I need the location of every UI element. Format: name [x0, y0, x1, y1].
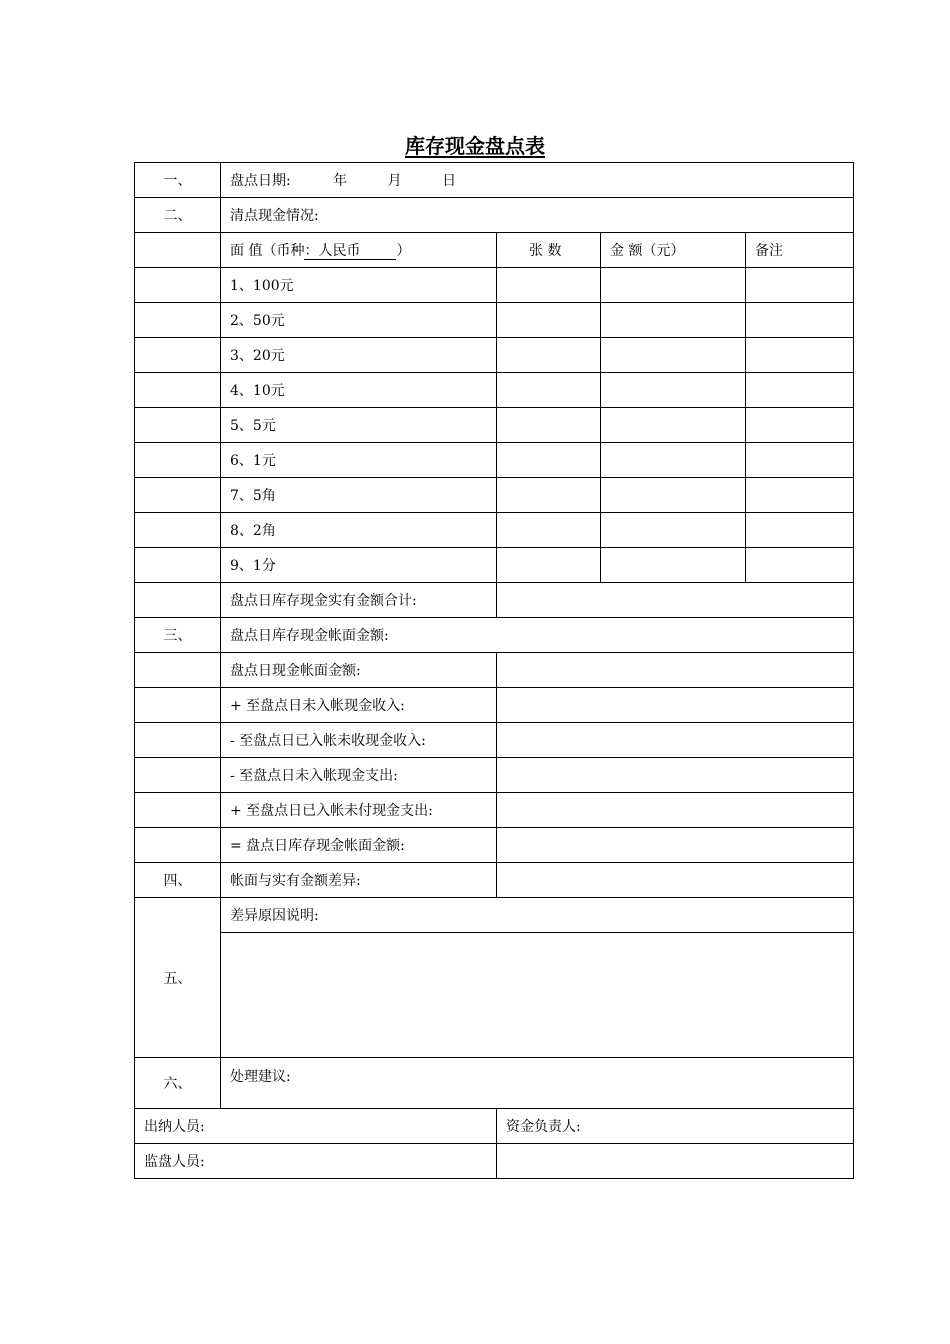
row-book-item: [135, 793, 854, 828]
note-cell[interactable]: [746, 478, 854, 513]
row-book-item: [135, 758, 854, 793]
row-cash: [135, 198, 854, 233]
section-num: 三、: [135, 618, 221, 653]
row-sign-1: [135, 1109, 854, 1144]
section-num: 一、: [135, 163, 221, 198]
amount-cell[interactable]: [601, 443, 746, 478]
cash-label: 清点现金情况:: [221, 198, 854, 233]
year-label: 年: [333, 173, 348, 189]
book-item-label: + 至盘点日已入帐未付现金支出:: [221, 793, 497, 828]
row-date: [135, 163, 854, 198]
denomination-label: 9、1分: [221, 548, 497, 583]
empty-cell: [135, 233, 221, 268]
book-item-value[interactable]: [497, 828, 854, 863]
row-denomination: [135, 548, 854, 583]
section-num: 五、: [135, 898, 221, 1058]
row-denomination: [135, 373, 854, 408]
denomination-label: 4、10元: [221, 373, 497, 408]
row-denomination: [135, 338, 854, 373]
day-label: 日: [442, 173, 457, 189]
amount-header: 金 额（元）: [601, 233, 746, 268]
row-denomination: [135, 513, 854, 548]
diff-label: 帐面与实有金额差异:: [221, 863, 497, 898]
count-cell[interactable]: [497, 478, 601, 513]
book-item-value[interactable]: [497, 653, 854, 688]
row-book-item: [135, 653, 854, 688]
row-denomination: [135, 478, 854, 513]
book-item-value[interactable]: [497, 793, 854, 828]
row-reason-body: [135, 933, 854, 1058]
row-denomination: [135, 443, 854, 478]
amount-cell[interactable]: [601, 513, 746, 548]
row-book-item: [135, 828, 854, 863]
row-book-item: [135, 723, 854, 758]
row-suggest: [135, 1058, 854, 1109]
denomination-label: 3、20元: [221, 338, 497, 373]
count-cell[interactable]: [497, 303, 601, 338]
count-cell[interactable]: [497, 443, 601, 478]
note-cell[interactable]: [746, 268, 854, 303]
empty-cell[interactable]: [497, 1144, 854, 1179]
book-item-label: 盘点日现金帐面金额:: [221, 653, 497, 688]
book-item-label: + 至盘点日未入帐现金收入:: [221, 688, 497, 723]
section-num: 四、: [135, 863, 221, 898]
book-item-value[interactable]: [497, 688, 854, 723]
reason-textarea[interactable]: [221, 933, 854, 1058]
note-cell[interactable]: [746, 303, 854, 338]
book-item-value[interactable]: [497, 723, 854, 758]
amount-cell[interactable]: [601, 408, 746, 443]
book-item-label: = 盘点日库存现金帐面金额:: [221, 828, 497, 863]
actual-total-label: 盘点日库存现金实有金额合计:: [221, 583, 497, 618]
diff-value[interactable]: [497, 863, 854, 898]
fund-manager-field[interactable]: 资金负责人:: [497, 1109, 854, 1144]
note-cell[interactable]: [746, 373, 854, 408]
note-header: 备注: [746, 233, 854, 268]
denomination-label: 6、1元: [221, 443, 497, 478]
book-item-value[interactable]: [497, 758, 854, 793]
denomination-label: 2、50元: [221, 303, 497, 338]
row-denomination: [135, 268, 854, 303]
count-cell[interactable]: [497, 338, 601, 373]
page-title: 库存现金盘点表: [405, 134, 545, 158]
currency-field[interactable]: ：人民币: [304, 243, 396, 260]
count-cell[interactable]: [497, 268, 601, 303]
amount-cell[interactable]: [601, 548, 746, 583]
row-book: [135, 618, 854, 653]
amount-cell[interactable]: [601, 338, 746, 373]
count-cell[interactable]: [497, 548, 601, 583]
cash-count-table: [134, 162, 854, 1179]
note-cell[interactable]: [746, 548, 854, 583]
section-num: 六、: [135, 1058, 221, 1109]
row-book-item: [135, 688, 854, 723]
book-item-label: - 至盘点日未入帐现金支出:: [221, 758, 497, 793]
note-cell[interactable]: [746, 338, 854, 373]
count-cell[interactable]: [497, 373, 601, 408]
row-header: [135, 233, 854, 268]
month-label: 月: [387, 173, 402, 189]
denomination-label: 5、5元: [221, 408, 497, 443]
reason-label: 差异原因说明:: [221, 898, 854, 933]
denomination-header: 面 值（币种：人民币 ）: [221, 233, 497, 268]
row-sign-2: [135, 1144, 854, 1179]
row-reason: [135, 898, 854, 933]
row-denomination: [135, 408, 854, 443]
count-cell[interactable]: [497, 513, 601, 548]
denomination-label: 8、2角: [221, 513, 497, 548]
amount-cell[interactable]: [601, 268, 746, 303]
denomination-label: 1、100元: [221, 268, 497, 303]
note-cell[interactable]: [746, 408, 854, 443]
denomination-label: 7、5角: [221, 478, 497, 513]
row-diff: [135, 863, 854, 898]
supervisor-field[interactable]: 监盘人员:: [135, 1144, 497, 1179]
date-field[interactable]: [221, 163, 854, 198]
row-actual-total: [135, 583, 854, 618]
book-item-label: - 至盘点日已入帐未收现金收入:: [221, 723, 497, 758]
count-cell[interactable]: [497, 408, 601, 443]
amount-cell[interactable]: [601, 373, 746, 408]
amount-cell[interactable]: [601, 478, 746, 513]
suggest-field[interactable]: 处理建议:: [221, 1058, 854, 1109]
section-num: 二、: [135, 198, 221, 233]
actual-total-value[interactable]: [497, 583, 854, 618]
cashier-field[interactable]: 出纳人员:: [135, 1109, 497, 1144]
book-label: 盘点日库存现金帐面金额:: [221, 618, 854, 653]
count-header: 张 数: [497, 233, 601, 268]
row-denomination: [135, 303, 854, 338]
note-cell[interactable]: [746, 513, 854, 548]
note-cell[interactable]: [746, 443, 854, 478]
amount-cell[interactable]: [601, 303, 746, 338]
date-label: 盘点日期:: [230, 173, 291, 189]
